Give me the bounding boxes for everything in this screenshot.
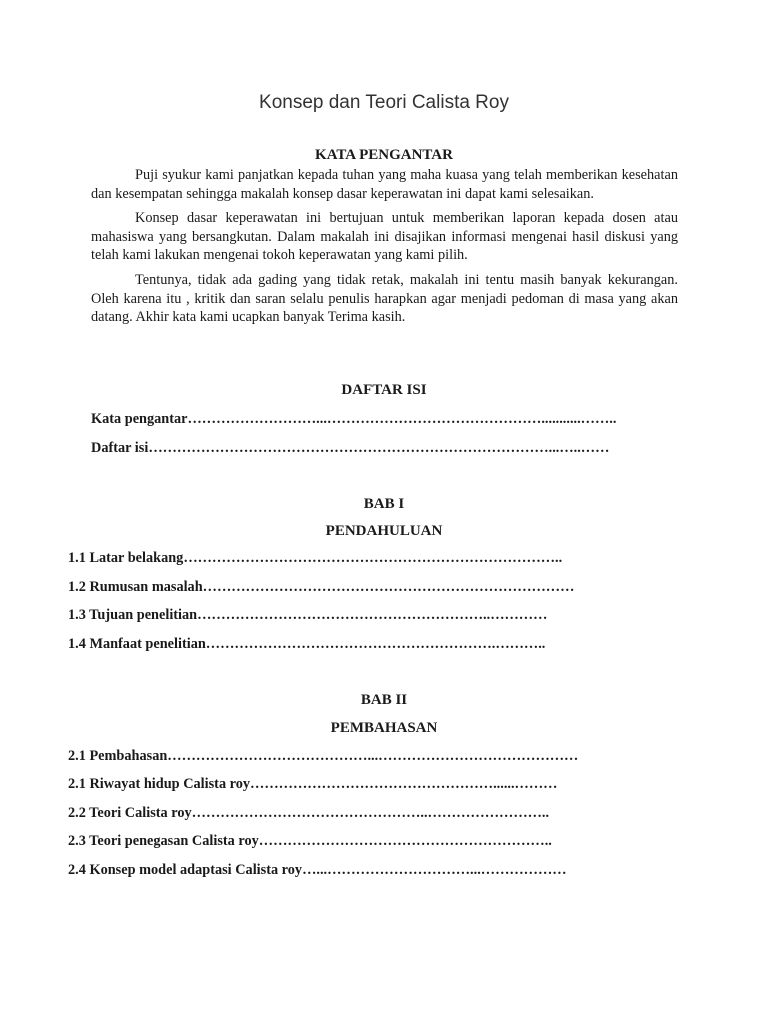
preface-body bbox=[91, 166, 678, 333]
bab1-title: PENDAHULUAN bbox=[325, 523, 443, 539]
preface-paragraph-1: Puji syukur kami panjatkan kepada tuhan yang maha kuasa yang telah memberikan kesehatan dan kesempatan sehingga makalah konsep dasar keperawatan ini dapat kami selesaikan. bbox=[91, 167, 678, 202]
toc-entry-1-2: 1.2 Rumusan masalah…………………………………………………………………… bbox=[68, 579, 575, 595]
bab2-label: BAB II bbox=[360, 692, 408, 708]
toc-entry-2-3: 2.3 Teori penegasan Calista roy…………………………………………………….. bbox=[68, 833, 552, 849]
toc-entry-1-4: 1.4 Manfaat penelitian…………………………………………………….……….. bbox=[68, 636, 546, 652]
toc-entry-kata-pengantar: Kata pengantar………………………...………………………………………...........…….. bbox=[91, 411, 617, 427]
preface-paragraph-2: Konsep dasar keperawatan ini bertujuan untuk memberikan laporan kepada dosen atau mahasiswa yang bersangkutan. Dalam makalah ini disajikan informasi mengenai hasil diskusi yang telah kami lakukan mengenai tokoh keperawatan yang kami pilih. bbox=[91, 210, 678, 264]
preface-heading: KATA PENGANTAR bbox=[315, 147, 453, 163]
toc-entry-daftar-isi: Daftar isi…………………………………………………………………………...…..…… bbox=[91, 440, 610, 456]
toc-entry-2-1-pembahasan: 2.1 Pembahasan……………………………………...…………………………………… bbox=[68, 748, 579, 764]
toc-entry-1-1: 1.1 Latar belakang…………………………………………………………………….. bbox=[68, 550, 563, 566]
bab2-title: PEMBAHASAN bbox=[330, 720, 438, 736]
toc-heading: DAFTAR ISI bbox=[341, 382, 427, 398]
document-title: Konsep dan Teori Calista Roy bbox=[259, 92, 509, 113]
toc-entry-2-4: 2.4 Konsep model adaptasi Calista roy…...…………………………...……………… bbox=[68, 862, 567, 878]
toc-entry-2-1-riwayat: 2.1 Riwayat hidup Calista roy……………………………………………......……… bbox=[68, 776, 558, 792]
bab1-label: BAB I bbox=[363, 496, 405, 512]
preface-paragraph-3: Tentunya, tidak ada gading yang tidak retak, makalah ini tentu masih banyak kekurangan. Oleh karena itu , kritik dan saran selalu penulis harapkan agar menjadi pedoman di masa yang akan datang. Akhir kata kami ucapkan banyak Terima kasih. bbox=[91, 271, 678, 326]
toc-entry-2-2: 2.2 Teori Calista roy…………………………………………..…………………….. bbox=[68, 805, 550, 821]
toc-entry-1-3: 1.3 Tujuan penelitian……………………………………………………..………… bbox=[68, 607, 548, 623]
